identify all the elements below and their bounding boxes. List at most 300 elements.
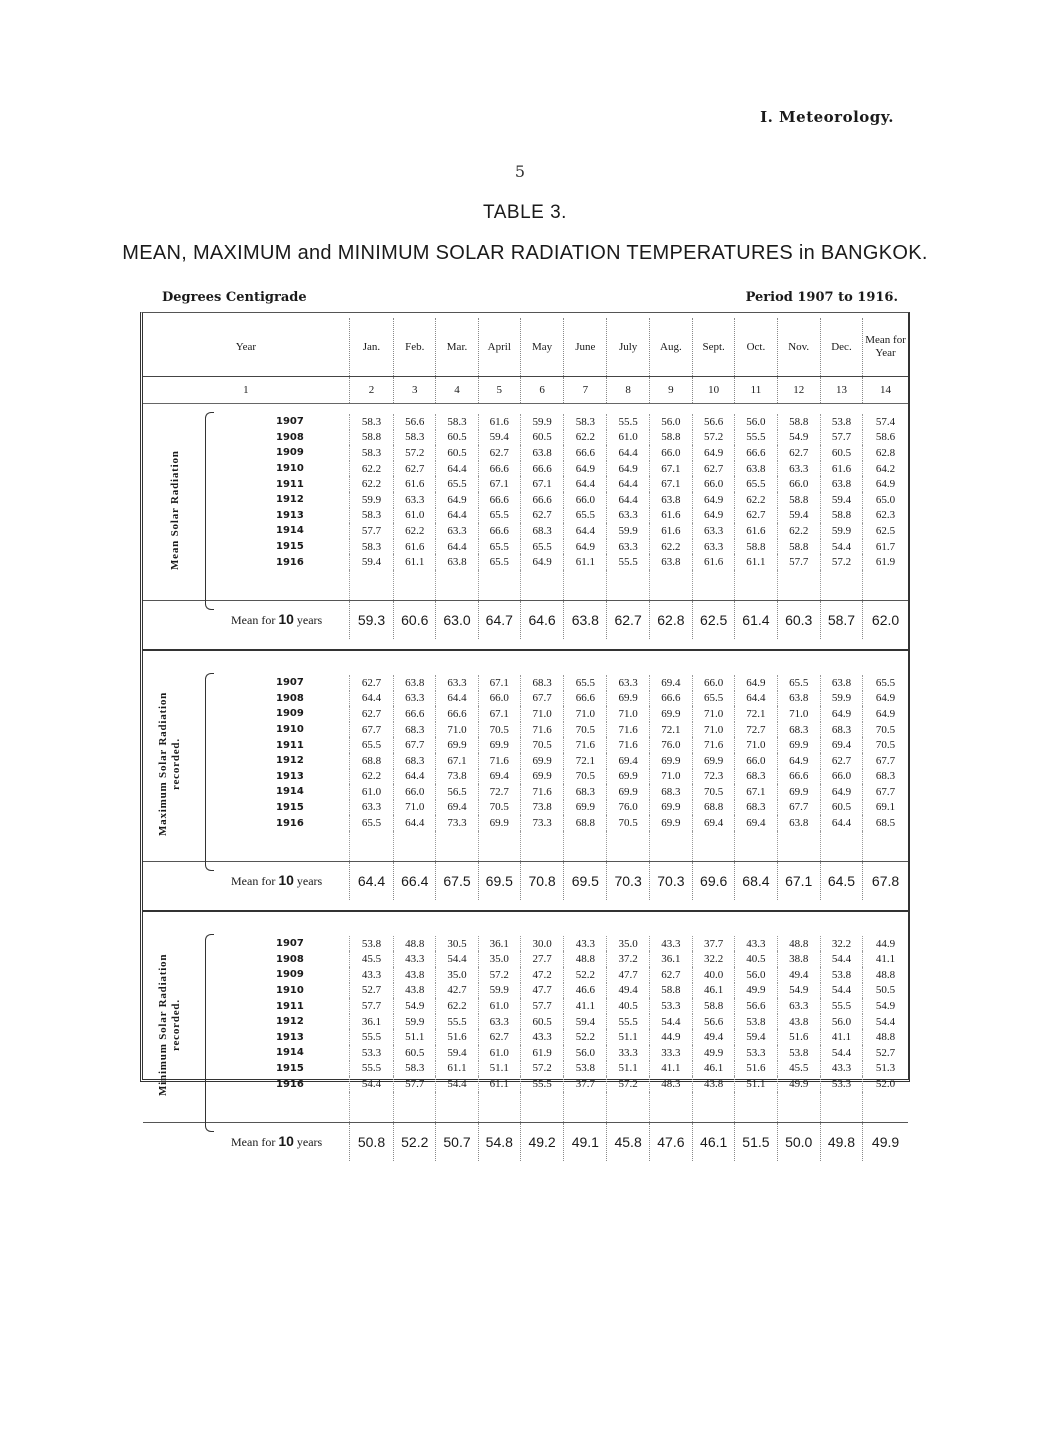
year-cell: 1913 bbox=[276, 509, 304, 521]
value-cell: 64.9 bbox=[564, 461, 607, 477]
month-header: July bbox=[607, 318, 649, 377]
value-cell: 53.3 bbox=[349, 1045, 393, 1061]
mean-cell: 61.4 bbox=[735, 600, 777, 639]
value-cell: 64.9 bbox=[693, 445, 735, 461]
year-cell: 1913 bbox=[276, 1031, 304, 1043]
value-cell: 43.3 bbox=[394, 951, 436, 967]
month-header: June bbox=[564, 318, 607, 377]
value-cell: 55.5 bbox=[820, 998, 862, 1014]
value-cell: 42.7 bbox=[436, 983, 478, 999]
value-cell: 53.8 bbox=[777, 1045, 820, 1061]
value-cell: 67.1 bbox=[478, 476, 520, 492]
value-cell: 63.3 bbox=[693, 523, 735, 539]
table-body bbox=[143, 404, 908, 1171]
year-mean-cell: 64.9 bbox=[863, 706, 908, 722]
section-label-line1: Maximum Solar Radiation bbox=[157, 692, 169, 837]
value-cell: 70.5 bbox=[564, 722, 607, 738]
value-cell: 64.4 bbox=[436, 539, 478, 555]
table-row bbox=[143, 539, 908, 555]
value-cell: 61.1 bbox=[564, 554, 607, 570]
value-cell: 55.5 bbox=[607, 1014, 649, 1030]
year-cell: 1908 bbox=[276, 692, 304, 704]
value-cell: 72.7 bbox=[478, 784, 520, 800]
value-cell: 61.0 bbox=[394, 508, 436, 524]
table-row bbox=[143, 1076, 908, 1092]
value-cell: 27.7 bbox=[520, 951, 563, 967]
column-number: 4 bbox=[436, 377, 478, 404]
mean-cell: 62.8 bbox=[649, 600, 692, 639]
value-cell: 68.3 bbox=[735, 800, 777, 816]
value-cell: 54.9 bbox=[777, 983, 820, 999]
value-cell: 70.5 bbox=[564, 769, 607, 785]
mean-cell: 49.1 bbox=[564, 1122, 607, 1161]
value-cell: 61.1 bbox=[436, 1061, 478, 1077]
value-cell: 43.3 bbox=[735, 936, 777, 952]
column-number: 7 bbox=[564, 377, 607, 404]
value-cell: 43.3 bbox=[520, 1029, 563, 1045]
value-cell: 65.5 bbox=[478, 508, 520, 524]
value-cell: 66.0 bbox=[693, 675, 735, 691]
value-cell: 51.1 bbox=[607, 1029, 649, 1045]
value-cell: 56.0 bbox=[820, 1014, 862, 1030]
value-cell: 70.5 bbox=[478, 800, 520, 816]
value-cell: 67.1 bbox=[478, 706, 520, 722]
value-cell: 63.8 bbox=[777, 815, 820, 831]
value-cell: 32.2 bbox=[820, 936, 862, 952]
value-cell: 56.0 bbox=[735, 967, 777, 983]
month-header: Dec. bbox=[820, 318, 862, 377]
table-row bbox=[143, 445, 908, 461]
year-mean-cell: 64.2 bbox=[863, 461, 908, 477]
value-cell: 65.5 bbox=[478, 554, 520, 570]
value-cell: 63.8 bbox=[777, 691, 820, 707]
mean-cell: 49.8 bbox=[820, 1122, 862, 1161]
value-cell: 69.4 bbox=[735, 815, 777, 831]
value-cell: 67.1 bbox=[520, 476, 563, 492]
value-cell: 61.0 bbox=[478, 998, 520, 1014]
value-cell: 35.0 bbox=[436, 967, 478, 983]
year-cell: 1910 bbox=[276, 463, 304, 475]
value-cell: 60.5 bbox=[520, 1014, 563, 1030]
value-cell: 58.8 bbox=[693, 998, 735, 1014]
mean-row bbox=[143, 1122, 908, 1161]
year-label: 1907 bbox=[276, 938, 304, 950]
value-cell: 67.1 bbox=[649, 476, 692, 492]
value-cell: 64.9 bbox=[607, 461, 649, 477]
mean-cell: 54.8 bbox=[478, 1122, 520, 1161]
value-cell: 64.4 bbox=[607, 492, 649, 508]
value-cell: 58.8 bbox=[777, 492, 820, 508]
value-cell: 71.0 bbox=[520, 706, 563, 722]
value-cell: 56.6 bbox=[735, 998, 777, 1014]
value-cell: 33.3 bbox=[607, 1045, 649, 1061]
value-cell: 61.6 bbox=[649, 508, 692, 524]
value-cell: 61.6 bbox=[820, 461, 862, 477]
value-cell: 63.3 bbox=[436, 675, 478, 691]
year-mean-cell: 52.0 bbox=[863, 1076, 908, 1092]
value-cell: 69.9 bbox=[649, 815, 692, 831]
mean-cell: 64.4 bbox=[349, 861, 393, 900]
mean-label: Mean for 10 years bbox=[143, 1122, 349, 1161]
value-cell: 69.4 bbox=[607, 753, 649, 769]
column-number: 10 bbox=[693, 377, 735, 404]
year-cell: 1914 bbox=[276, 1047, 304, 1059]
value-cell: 43.8 bbox=[394, 967, 436, 983]
table-number: TABLE 3. bbox=[483, 202, 567, 223]
value-cell: 61.1 bbox=[478, 1076, 520, 1092]
value-cell: 33.3 bbox=[649, 1045, 692, 1061]
year-label: 1907 bbox=[276, 416, 304, 428]
mean-cell: 50.0 bbox=[777, 1122, 820, 1161]
mean-cell: 68.4 bbox=[735, 861, 777, 900]
mean-cell: 63.8 bbox=[564, 600, 607, 639]
year-mean-cell: 64.9 bbox=[863, 691, 908, 707]
value-cell: 32.2 bbox=[693, 951, 735, 967]
value-cell: 53.8 bbox=[820, 414, 862, 430]
value-cell: 64.4 bbox=[820, 815, 862, 831]
value-cell: 59.4 bbox=[478, 430, 520, 446]
mean-cell: 64.5 bbox=[820, 861, 862, 900]
value-cell: 58.3 bbox=[564, 414, 607, 430]
value-cell: 53.3 bbox=[735, 1045, 777, 1061]
value-cell: 57.7 bbox=[777, 554, 820, 570]
year-cell: 1912 bbox=[276, 755, 304, 767]
mean-cell: 45.8 bbox=[607, 1122, 649, 1161]
value-cell: 63.3 bbox=[436, 523, 478, 539]
mean-row bbox=[143, 861, 908, 900]
value-cell: 66.0 bbox=[735, 753, 777, 769]
year-cell: 1908 bbox=[276, 431, 304, 443]
value-cell: 62.2 bbox=[649, 539, 692, 555]
value-cell: 62.7 bbox=[520, 508, 563, 524]
value-cell: 55.5 bbox=[607, 414, 649, 430]
value-cell: 51.1 bbox=[478, 1061, 520, 1077]
value-cell: 57.2 bbox=[520, 1061, 563, 1077]
value-cell: 57.2 bbox=[820, 554, 862, 570]
table-row bbox=[143, 461, 908, 477]
value-cell: 53.3 bbox=[820, 1076, 862, 1092]
value-cell: 64.4 bbox=[735, 691, 777, 707]
table-row bbox=[143, 951, 908, 967]
value-cell: 62.2 bbox=[436, 998, 478, 1014]
value-cell: 40.0 bbox=[693, 967, 735, 983]
value-cell: 64.9 bbox=[820, 784, 862, 800]
value-cell: 46.1 bbox=[693, 983, 735, 999]
table-row bbox=[143, 492, 908, 508]
value-cell: 43.8 bbox=[777, 1014, 820, 1030]
value-cell: 64.9 bbox=[820, 706, 862, 722]
table-row bbox=[143, 675, 908, 691]
table-row bbox=[143, 1061, 908, 1077]
value-cell: 66.6 bbox=[394, 706, 436, 722]
table-row bbox=[143, 967, 908, 983]
mean-cell: 47.6 bbox=[649, 1122, 692, 1161]
value-cell: 66.0 bbox=[394, 784, 436, 800]
value-cell: 62.2 bbox=[564, 430, 607, 446]
column-header-row bbox=[143, 318, 908, 377]
year-cell: 1914 bbox=[276, 525, 304, 537]
column-number: 3 bbox=[394, 377, 436, 404]
value-cell: 76.0 bbox=[607, 800, 649, 816]
value-cell: 43.3 bbox=[564, 936, 607, 952]
mean-cell: 67.8 bbox=[863, 861, 908, 900]
value-cell: 62.7 bbox=[349, 675, 393, 691]
value-cell: 61.0 bbox=[607, 430, 649, 446]
month-header: Feb. bbox=[394, 318, 436, 377]
value-cell: 68.3 bbox=[394, 722, 436, 738]
value-cell: 35.0 bbox=[478, 951, 520, 967]
year-cell: 1909 bbox=[276, 708, 304, 720]
value-cell: 51.6 bbox=[436, 1029, 478, 1045]
value-cell: 70.5 bbox=[520, 737, 563, 753]
value-cell: 51.1 bbox=[607, 1061, 649, 1077]
value-cell: 58.3 bbox=[394, 430, 436, 446]
value-cell: 59.9 bbox=[394, 1014, 436, 1030]
year-cell: 1915 bbox=[276, 801, 304, 813]
value-cell: 58.8 bbox=[820, 508, 862, 524]
value-cell: 61.1 bbox=[735, 554, 777, 570]
value-cell: 66.6 bbox=[478, 492, 520, 508]
section-label-line1: Mean Solar Radiation bbox=[169, 450, 181, 571]
year-mean-cell: 51.3 bbox=[863, 1061, 908, 1077]
value-cell: 69.9 bbox=[649, 800, 692, 816]
mean-cell: 64.6 bbox=[520, 600, 563, 639]
year-cell: 1911 bbox=[276, 478, 304, 490]
value-cell: 69.9 bbox=[649, 753, 692, 769]
value-cell: 51.6 bbox=[777, 1029, 820, 1045]
year-cell: 1916 bbox=[276, 1078, 304, 1090]
value-cell: 69.9 bbox=[520, 753, 563, 769]
value-cell: 61.6 bbox=[394, 476, 436, 492]
value-cell: 69.4 bbox=[693, 815, 735, 831]
value-cell: 55.5 bbox=[607, 554, 649, 570]
year-mean-cell: 62.3 bbox=[863, 508, 908, 524]
table-row bbox=[143, 508, 908, 524]
value-cell: 64.9 bbox=[436, 492, 478, 508]
column-number: 12 bbox=[777, 377, 820, 404]
value-cell: 68.3 bbox=[520, 675, 563, 691]
value-cell: 65.5 bbox=[349, 815, 393, 831]
value-cell: 62.7 bbox=[478, 445, 520, 461]
value-cell: 61.6 bbox=[649, 523, 692, 539]
value-cell: 36.1 bbox=[649, 951, 692, 967]
value-cell: 66.0 bbox=[478, 691, 520, 707]
value-cell: 57.7 bbox=[820, 430, 862, 446]
value-cell: 59.9 bbox=[520, 414, 563, 430]
year-header: Year bbox=[143, 318, 349, 377]
value-cell: 55.5 bbox=[436, 1014, 478, 1030]
period-label: Period 1907 to 1916. bbox=[745, 290, 898, 305]
value-cell: 66.6 bbox=[564, 691, 607, 707]
value-cell: 30.5 bbox=[436, 936, 478, 952]
value-cell: 59.4 bbox=[436, 1045, 478, 1061]
value-cell: 68.8 bbox=[693, 800, 735, 816]
table-row bbox=[143, 523, 908, 539]
mean-cell: 69.5 bbox=[478, 861, 520, 900]
value-cell: 57.2 bbox=[607, 1076, 649, 1092]
value-cell: 64.9 bbox=[693, 492, 735, 508]
value-cell: 66.6 bbox=[478, 523, 520, 539]
table-row bbox=[143, 554, 908, 570]
value-cell: 66.6 bbox=[777, 769, 820, 785]
value-cell: 59.9 bbox=[478, 983, 520, 999]
value-cell: 67.7 bbox=[777, 800, 820, 816]
mean-cell: 70.8 bbox=[520, 861, 563, 900]
value-cell: 69.9 bbox=[607, 784, 649, 800]
value-cell: 62.2 bbox=[349, 476, 393, 492]
value-cell: 63.3 bbox=[693, 539, 735, 555]
page-number: 5 bbox=[514, 162, 526, 181]
value-cell: 62.7 bbox=[394, 461, 436, 477]
section-label-line2: recorded. bbox=[170, 738, 182, 791]
value-cell: 58.3 bbox=[436, 414, 478, 430]
value-cell: 61.6 bbox=[478, 414, 520, 430]
value-cell: 69.4 bbox=[436, 800, 478, 816]
value-cell: 62.2 bbox=[735, 492, 777, 508]
value-cell: 58.8 bbox=[649, 430, 692, 446]
mean-cell: 49.9 bbox=[863, 1122, 908, 1161]
column-number: 1 bbox=[143, 377, 349, 404]
value-cell: 49.4 bbox=[777, 967, 820, 983]
value-cell: 54.4 bbox=[820, 983, 862, 999]
value-cell: 62.7 bbox=[693, 461, 735, 477]
value-cell: 46.6 bbox=[564, 983, 607, 999]
column-number: 11 bbox=[735, 377, 777, 404]
value-cell: 76.0 bbox=[649, 737, 692, 753]
value-cell: 30.0 bbox=[520, 936, 563, 952]
column-number: 9 bbox=[649, 377, 692, 404]
value-cell: 69.9 bbox=[607, 691, 649, 707]
year-cell: 1915 bbox=[276, 541, 304, 553]
value-cell: 68.3 bbox=[564, 784, 607, 800]
value-cell: 57.7 bbox=[520, 998, 563, 1014]
section-label-line1: Minimum Solar Radiation bbox=[157, 954, 169, 1097]
value-cell: 71.0 bbox=[607, 706, 649, 722]
mean-cell: 59.3 bbox=[349, 600, 393, 639]
value-cell: 68.8 bbox=[349, 753, 393, 769]
value-cell: 63.3 bbox=[478, 1014, 520, 1030]
value-cell: 54.4 bbox=[436, 951, 478, 967]
year-mean-cell: 44.9 bbox=[863, 936, 908, 952]
value-cell: 56.0 bbox=[735, 414, 777, 430]
column-number: 6 bbox=[520, 377, 563, 404]
value-cell: 63.3 bbox=[607, 675, 649, 691]
value-cell: 62.7 bbox=[349, 706, 393, 722]
value-cell: 66.0 bbox=[820, 769, 862, 785]
value-cell: 63.3 bbox=[394, 492, 436, 508]
value-cell: 66.6 bbox=[520, 492, 563, 508]
value-cell: 72.1 bbox=[649, 722, 692, 738]
value-cell: 64.9 bbox=[520, 554, 563, 570]
value-cell: 57.2 bbox=[478, 967, 520, 983]
year-label: 1907 bbox=[276, 677, 304, 689]
year-mean-cell: 54.4 bbox=[863, 1014, 908, 1030]
value-cell: 65.5 bbox=[777, 675, 820, 691]
value-cell: 68.8 bbox=[564, 815, 607, 831]
table-row bbox=[143, 784, 908, 800]
mean-cell: 62.0 bbox=[863, 600, 908, 639]
mean-row bbox=[143, 600, 908, 639]
value-cell: 53.8 bbox=[564, 1061, 607, 1077]
value-cell: 53.3 bbox=[649, 998, 692, 1014]
value-cell: 71.6 bbox=[693, 737, 735, 753]
month-header: Oct. bbox=[735, 318, 777, 377]
month-header: Aug. bbox=[649, 318, 692, 377]
section-header: I. Meteorology. bbox=[760, 108, 894, 126]
mean-label: Mean for 10 years bbox=[143, 600, 349, 639]
mean-cell: 66.4 bbox=[394, 861, 436, 900]
value-cell: 41.1 bbox=[820, 1029, 862, 1045]
year-mean-cell: 61.9 bbox=[863, 554, 908, 570]
value-cell: 69.9 bbox=[520, 769, 563, 785]
value-cell: 53.8 bbox=[820, 967, 862, 983]
value-cell: 64.4 bbox=[394, 769, 436, 785]
value-cell: 70.5 bbox=[478, 722, 520, 738]
value-cell: 62.2 bbox=[777, 523, 820, 539]
value-cell: 69.9 bbox=[649, 706, 692, 722]
year-mean-cell: 61.7 bbox=[863, 539, 908, 555]
value-cell: 58.3 bbox=[349, 508, 393, 524]
mean-cell: 50.7 bbox=[436, 1122, 478, 1161]
value-cell: 65.5 bbox=[693, 691, 735, 707]
month-header: Mar. bbox=[436, 318, 478, 377]
value-cell: 71.0 bbox=[693, 706, 735, 722]
column-number-row bbox=[143, 377, 908, 404]
value-cell: 67.7 bbox=[394, 737, 436, 753]
value-cell: 43.8 bbox=[394, 983, 436, 999]
section-divider bbox=[143, 650, 908, 665]
value-cell: 52.7 bbox=[349, 983, 393, 999]
value-cell: 62.2 bbox=[349, 461, 393, 477]
value-cell: 37.7 bbox=[693, 936, 735, 952]
year-mean-cell: 65.0 bbox=[863, 492, 908, 508]
year-mean-cell: 70.5 bbox=[863, 722, 908, 738]
value-cell: 36.1 bbox=[478, 936, 520, 952]
year-mean-cell: 64.9 bbox=[863, 476, 908, 492]
value-cell: 61.0 bbox=[478, 1045, 520, 1061]
year-mean-cell: 67.7 bbox=[863, 784, 908, 800]
value-cell: 49.9 bbox=[693, 1045, 735, 1061]
mean-cell: 58.7 bbox=[820, 600, 862, 639]
year-cell: 1914 bbox=[276, 786, 304, 798]
value-cell: 62.7 bbox=[478, 1029, 520, 1045]
month-header: April bbox=[478, 318, 520, 377]
value-cell: 54.4 bbox=[820, 1045, 862, 1061]
table-row bbox=[143, 414, 908, 430]
value-cell: 69.9 bbox=[564, 800, 607, 816]
table-row bbox=[143, 1029, 908, 1045]
year-mean-cell: 58.6 bbox=[863, 430, 908, 446]
column-number: 8 bbox=[607, 377, 649, 404]
value-cell: 48.8 bbox=[777, 936, 820, 952]
table-row bbox=[143, 706, 908, 722]
table-title: MEAN, MAXIMUM and MINIMUM SOLAR RADIATION TEMPERATURES in BANGKOK. bbox=[122, 242, 928, 264]
value-cell: 56.6 bbox=[394, 414, 436, 430]
value-cell: 65.5 bbox=[564, 508, 607, 524]
value-cell: 64.9 bbox=[693, 508, 735, 524]
value-cell: 41.1 bbox=[649, 1061, 692, 1077]
value-cell: 66.6 bbox=[436, 706, 478, 722]
value-cell: 63.3 bbox=[777, 461, 820, 477]
table-row bbox=[143, 998, 908, 1014]
value-cell: 67.1 bbox=[478, 675, 520, 691]
value-cell: 62.7 bbox=[777, 445, 820, 461]
units-label: Degrees Centigrade bbox=[162, 290, 307, 305]
value-cell: 61.9 bbox=[520, 1045, 563, 1061]
value-cell: 67.7 bbox=[349, 722, 393, 738]
value-cell: 59.4 bbox=[349, 554, 393, 570]
value-cell: 57.7 bbox=[349, 523, 393, 539]
